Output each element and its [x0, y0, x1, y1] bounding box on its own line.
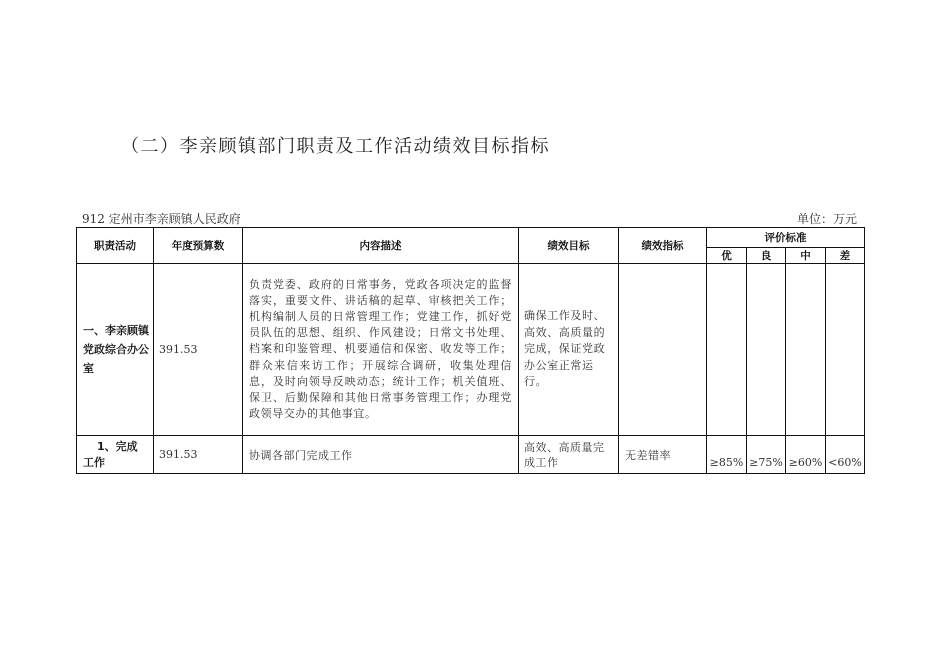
row-medium: ≥60%: [786, 436, 826, 474]
page-title: （二）李亲顾镇部门职责及工作活动绩效目标指标: [121, 136, 550, 157]
header-indicator: 绩效指标: [619, 228, 707, 264]
row-duty-line2: 工作: [83, 455, 105, 469]
row-indicator: 无差错率: [619, 436, 707, 474]
table-row: [77, 264, 865, 436]
header-description: 内容描述: [243, 228, 519, 264]
row-medium: [786, 264, 826, 436]
row-duty-line1: 1、完成: [97, 439, 138, 453]
header-budget: 年度预算数: [154, 228, 243, 264]
table-row: [77, 436, 865, 474]
header-row: [77, 228, 865, 248]
header-goal: 绩效目标: [519, 228, 619, 264]
row-indicator: [619, 264, 707, 436]
row-description: 协调各部门完成工作: [243, 436, 519, 474]
header-excellent: 优: [707, 248, 747, 264]
row-excellent: ≥85%: [707, 436, 747, 474]
row-description: 负责党委、政府的日常事务，党政各项决定的监督落实，重要文件、讲话稿的起草、审核把关工作；机构编制人员的日常管理工作；党建工作，抓好党员队伍的思想、组织、作风建设；日常文书处理、档案和印鉴管理、机要通信和保密、收发等工作；群众来信来访工作；开展综合调研，收集处理信息，及时向领导反映动态；统计工作；机关值班、保卫、后勤保障和其他日常事务管理工作；办理党政领导交办的其他事宜。: [243, 264, 519, 436]
performance-table: [76, 227, 865, 474]
row-budget: 391.53: [154, 264, 243, 436]
organization-label: 912 定州市李亲顾镇人民政府: [82, 212, 241, 226]
header-standard: 评价标准: [707, 228, 865, 248]
row-goal: 高效、高质量完成工作: [519, 436, 619, 474]
row-budget: 391.53: [154, 436, 243, 474]
row-excellent: [707, 264, 747, 436]
header-medium: 中: [786, 248, 826, 264]
row-good: ≥75%: [747, 436, 786, 474]
row-duty: [77, 436, 154, 474]
row-poor: <60%: [826, 436, 865, 474]
header-poor: 差: [826, 248, 865, 264]
header-duty: 职责活动: [77, 228, 154, 264]
row-poor: [826, 264, 865, 436]
row-good: [747, 264, 786, 436]
header-good: 良: [747, 248, 786, 264]
row-goal: 确保工作及时、高效、高质量的完成，保证党政办公室正常运行。: [519, 264, 619, 436]
row-duty: 一、李亲顾镇党政综合办公室: [77, 264, 154, 436]
unit-label: 单位：万元: [796, 212, 857, 226]
